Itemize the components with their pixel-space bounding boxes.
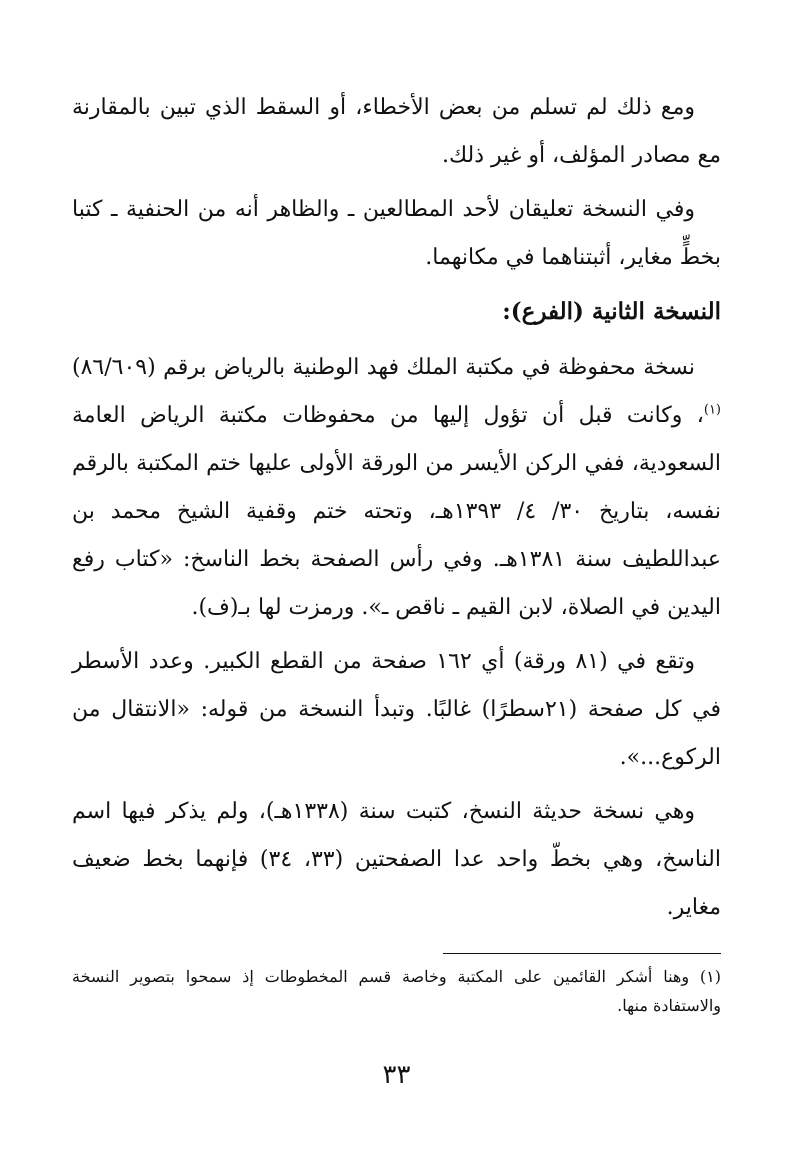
footnote-divider	[443, 953, 721, 954]
paragraph-manuscript-location	[72, 344, 721, 632]
paragraph-folio-count: وتقع في (٨١ ورقة) أي ١٦٢ صفحة من القطع الكبير. وعدد الأسطر في كل صفحة (٢١سطرًا) غالبًا. وتبدأ النسخة من قوله: «الانتقال من الركوع...».	[72, 649, 722, 770]
section-heading: النسخة الثانية (الفرع):	[502, 298, 721, 325]
footnote-reference: (١)	[703, 402, 721, 418]
page-number: ٣٣	[382, 1060, 411, 1090]
paragraph-text-end: ، وكانت قبل أن تؤول إليها من محفوظات مكتبة الرياض العامة السعودية، ففي الركن الأيسر من الورقة الأولى عليها ختم المكتبة بالرقم نفسه، بتاريخ ٣٠/ ٤/ ١٣٩٣هـ، وتحته ختم وقفية الشيخ محمد بن عبداللطيف سنة ١٣٨١هـ. وفي رأس الصفحة بخط الناسخ: «كتاب رفع اليدين في الصلاة، لابن القيم ـ ناقص ـ». ورمزت لها بـ(ف).	[72, 403, 722, 620]
paragraph-copy-date: وهي نسخة حديثة النسخ، كتبت سنة (١٣٣٨هـ)، ولم يذكر فيها اسم الناسخ، وهي بخطّ واحد عدا الصفحتين (٣٣، ٣٤) فإنهما بخط ضعيف مغاير.	[72, 799, 721, 920]
footnote: (١) وهنا أشكر القائمين على المكتبة وخاصة قسم المخطوطات إذ سمحوا بتصوير النسخة والاستفادة منها.	[72, 967, 721, 1015]
paragraph-annotations: وفي النسخة تعليقان لأحد المطالعين ـ والظاهر أنه من الحنفية ـ كتبا بخطٍّ مغاير، أثبتناهما في مكانهما.	[72, 197, 721, 270]
page-body	[72, 84, 721, 938]
paragraph-errors: ومع ذلك لم تسلم من بعض الأخطاء، أو السقط الذي تبين بالمقارنة مع مصادر المؤلف، أو غير ذلك.	[72, 95, 721, 168]
paragraph-text-start: نسخة محفوظة في مكتبة الملك فهد الوطنية بالرياض برقم (٨٦/٦٠٩)	[72, 355, 695, 380]
